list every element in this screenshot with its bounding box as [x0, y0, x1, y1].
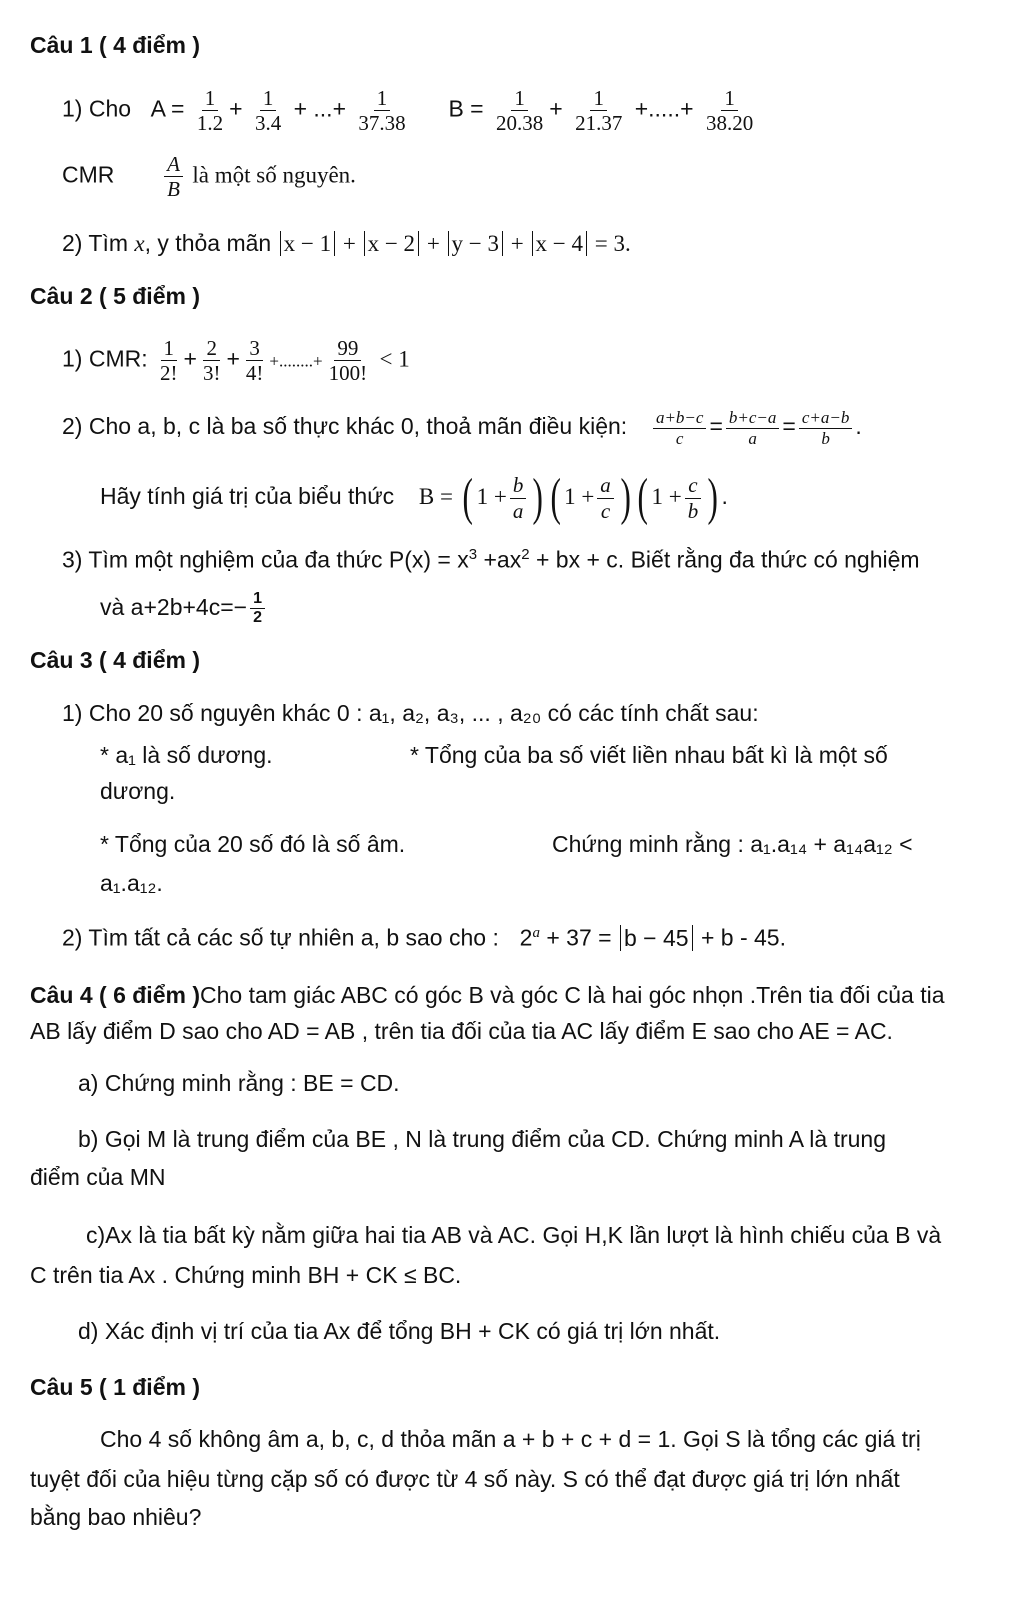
q1-cmr	[62, 152, 356, 201]
q4-part-c: c)Ax là tia bất kỳ nằm giữa hai tia AB và AC. Gọi H,K lần lượt là hình chiếu của B và	[86, 1222, 942, 1248]
q2-p2-text: 2) Cho a, b, c là ba số thực khác 0, thoả mãn điều kiện:	[62, 413, 628, 440]
term-a-over-c: $\frac{a}{c}$	[597, 473, 614, 522]
q3-bullet-2b: dương.	[100, 778, 176, 804]
B-frac-2: $\frac{1}{21.37}$	[575, 86, 623, 136]
q1-A-eq: A =	[150, 95, 185, 122]
B-frac-1: $\frac{1}{20.38}$	[496, 86, 544, 136]
q2-part2: 2) Cho a, b, c là ba số thực khác 0, thoả mãn điều kiện: $\frac{a+b-c}{c}$ = $\frac{b+c-a}{a}$ = $\frac{c+a-b}{b}$ .	[62, 408, 862, 448]
cond-frac-3: $\frac{c+a-b}{b}$	[799, 408, 853, 448]
q5-line-3: bằng bao nhiêu?	[30, 1504, 202, 1530]
A-frac-2: $\frac{1}{3.4}$	[254, 86, 282, 136]
A-over-B-frac: $\frac{A}{B}$	[164, 152, 183, 201]
A-frac-3: $\frac{1}{37.38}$	[358, 86, 406, 136]
q4-part-b: b) Gọi M là trung điểm của BE , N là trung điểm của CD. Chứng minh A là trung	[78, 1126, 886, 1152]
q2-part3: 3) Tìm một nghiệm của đa thức $P(x) = x^3 +ax^2$ + bx + c. Biết rằng đa thức có nghiệm	[62, 546, 920, 573]
cond-frac-2: $\frac{b+c-a}{a}$	[726, 408, 780, 448]
question-5-title: Câu 5 ( 1 điểm )	[30, 1374, 200, 1400]
B-lhs: B =	[418, 484, 453, 510]
q1-B-eq: B =	[448, 95, 484, 122]
A-frac-1: $\frac{1}{1.2}$	[196, 86, 224, 136]
q4-part-c2: C trên tia Ax . Chứng minh BH + CK ≤ BC.	[30, 1262, 462, 1288]
q3-prove-b: a₁.a₁₂.	[100, 870, 163, 896]
q2-dots: +........+	[269, 351, 323, 371]
q3-bullet-3: * Tổng của 20 số đó là số âm.	[100, 831, 406, 857]
A-ellipsis: + ...+	[293, 95, 347, 122]
q4-line-1: Câu 4 ( 6 điểm )Cho tam giác ABC có góc B và góc C là hai góc nhọn .Trên tia đối của tia	[30, 982, 945, 1008]
q2-less-than: < 1	[379, 346, 410, 372]
q2-part1: 1) CMR: $\frac{1}{2!}$ + $\frac{2}{3!}$ + $\frac{3}{4!}$ +........+ $\frac{99}{100!}$ < 1	[62, 336, 410, 386]
q2-p1-label: 1) CMR:	[62, 345, 148, 372]
question-4-title: Câu 4 ( 6 điểm )	[30, 982, 200, 1008]
q4-part-a: a) Chứng minh rằng : BE = CD.	[78, 1070, 400, 1096]
B-frac-3: $\frac{1}{38.20}$	[705, 86, 754, 136]
q2-frac-4: $\frac{99}{100!}$	[328, 336, 368, 386]
question-2-title: Câu 2 ( 5 điểm )	[30, 283, 200, 309]
q2-p2b-text: Hãy tính giá trị của biểu thức	[100, 483, 395, 510]
q3-part1: 1) Cho 20 số nguyên khác 0 : a₁, a₂, a₃, ... , a₂₀ có các tính chất sau:	[62, 700, 759, 726]
q5-line-1: Cho 4 số không âm a, b, c, d thỏa mãn a + b + c + d = 1. Gọi S là tổng các giá trị	[100, 1426, 921, 1452]
q3-part2: 2) Tìm tất cả các số tự nhiên a, b sao cho : $2^a + 37 = b - 45 + b - 45$.	[62, 924, 786, 951]
q5-line-2: tuyệt đối của hiệu từng cặp số có được từ 4 số này. S có thể đạt được giá trị lớn nhất	[30, 1466, 900, 1492]
q1-p2-label: 2) Tìm	[62, 230, 129, 256]
q1-p1-label: 1) Cho	[62, 95, 132, 122]
question-3-title: Câu 3 ( 4 điểm )	[30, 647, 200, 673]
q1-part2	[62, 230, 631, 258]
cmr-label: CMR	[62, 161, 115, 188]
term-c-over-b: $\frac{c}{b}$	[685, 473, 702, 522]
q4-part-b2: điểm của MN	[30, 1164, 166, 1190]
q2-part2b: Hãy tính giá trị của biểu thức B = ( 1 + $\frac{b}{a}$ ) ( 1 + $\frac{a}{c}$ ) ( 1 + $\frac{c}{b}$ ) .	[100, 469, 728, 526]
q4-part-d: d) Xác định vị trí của tia Ax để tổng BH + CK có giá trị lớn nhất.	[78, 1318, 721, 1344]
q4-line-2: AB lấy điểm D sao cho AD = AB , trên tia đối của tia AC lấy điểm E sao cho AE = AC.	[30, 1018, 893, 1044]
q2-part3b: và a+2b+4c=− $\frac{1}{2}$	[100, 590, 268, 628]
q3-bullet-1: * a₁ là số dương.	[100, 742, 273, 768]
q1-p2-text: , y thỏa mãn	[144, 230, 272, 256]
q2-frac-2: $\frac{2}{3!}$	[202, 336, 221, 386]
q1-part1: 1) Cho A = $\frac{1}{1.2}$ + $\frac{1}{3.4}$ + ...+ $\frac{1}{37.38}$ B = $\frac{1}{20.38}$ + $\frac{1}{21.37}$ +.....+ $\frac{1}{38.20}$	[62, 86, 759, 135]
q2-frac-1: $\frac{1}{2!}$	[160, 336, 178, 386]
cmr-text: là một số nguyên.	[192, 162, 356, 188]
abs-equation: x − 1 + x − 2 + y − 3 + x − 4 = 3.	[278, 231, 631, 256]
q3-prove: Chứng minh rằng : a₁.a₁₄ + a₁₄a₁₂ <	[552, 831, 913, 857]
minus-half-frac: $\frac{1}{2}$	[250, 590, 265, 628]
q3-bullet-2: * Tổng của ba số viết liền nhau bất kì là một số	[410, 742, 888, 768]
q1-p2-var: x	[134, 231, 145, 256]
cond-frac-1: $\frac{a+b-c}{c}$	[653, 408, 707, 448]
q2-frac-3: $\frac{3}{4!}$	[245, 336, 264, 386]
question-1-title: Câu 1 ( 4 điểm )	[30, 32, 200, 58]
term-b-over-a: $\frac{b}{a}$	[510, 473, 527, 522]
B-ellipsis: +.....+	[634, 95, 694, 122]
